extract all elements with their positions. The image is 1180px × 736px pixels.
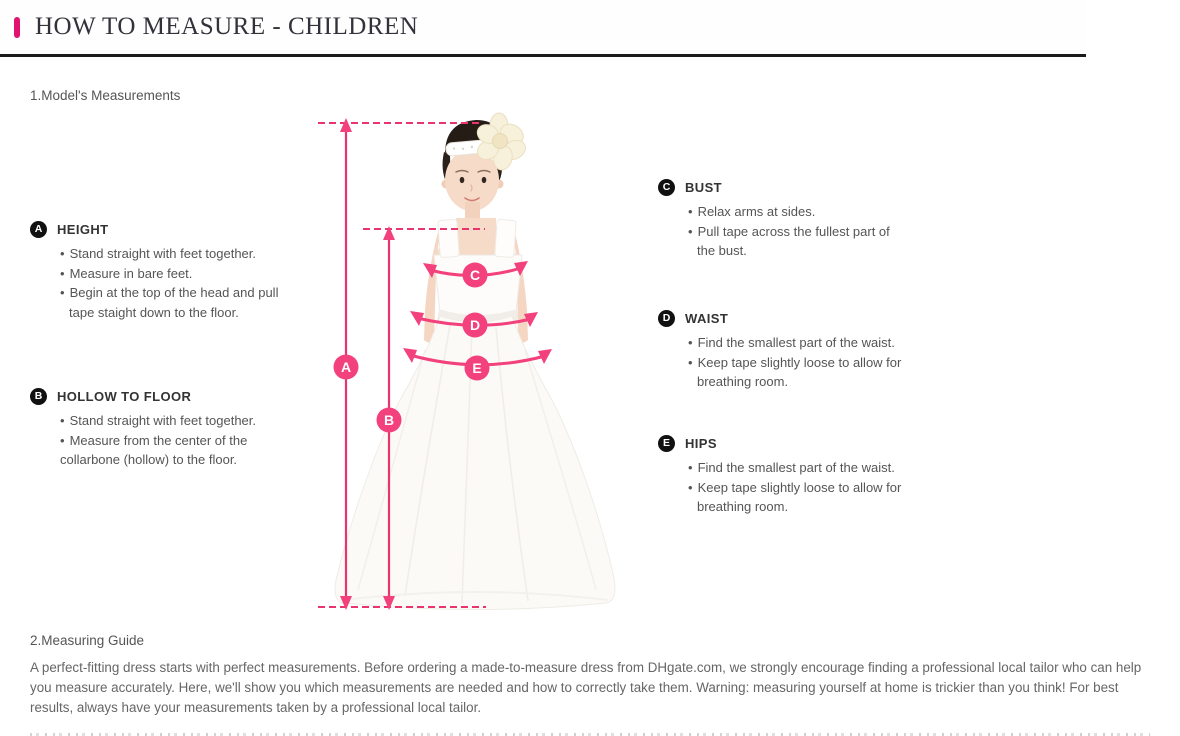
bullet-continuation-line: the bust. (697, 243, 747, 258)
measurement-heading (658, 434, 918, 452)
accent-bar-icon (14, 17, 20, 38)
bullet-line: • Stand straight with feet together. (60, 413, 257, 428)
bullet-continuation-line: collarbone (hollow) to the floor. (60, 452, 238, 467)
bullet-dot-icon: • (60, 432, 65, 448)
measurement-heading (30, 220, 290, 238)
bullet-line: • Begin at the top of the head and pull (60, 285, 279, 300)
bullet-line: • Measure in bare feet. (60, 265, 193, 281)
measurement-diagram (300, 110, 660, 620)
bullet-dot-icon: • (688, 335, 693, 350)
measuring-guide-label: 2.Measuring Guide (30, 633, 145, 648)
letter-badge-d: D (658, 310, 675, 327)
page-header (0, 0, 1086, 57)
measurement-title: BUST (685, 179, 722, 195)
bullet-dot-icon: • (60, 265, 65, 281)
bullet-dot-icon: • (688, 460, 693, 475)
measurement-bullet-list (30, 244, 290, 322)
measurement-block-bust (658, 178, 918, 261)
marker-a-letter: A (340, 359, 352, 375)
bullet-dot-icon: • (60, 285, 65, 300)
measurement-bullet-list (30, 411, 290, 470)
child-model-figure (300, 110, 660, 620)
marker-b-letter: B (383, 412, 395, 428)
bullet-dot-icon: • (688, 354, 693, 370)
measurement-bullet-list (658, 458, 918, 517)
measurement-title: HOLLOW TO FLOOR (57, 388, 192, 404)
marker-d-letter: D (469, 317, 481, 333)
measurement-block-hips (658, 434, 918, 517)
bullet-dot-icon: • (60, 413, 65, 428)
measurement-block-height (30, 220, 290, 322)
measurement-title: HEIGHT (57, 221, 109, 237)
measurement-bullet-list (658, 333, 918, 392)
bullet-line: • Keep tape slightly loose to allow for (688, 479, 902, 495)
letter-badge-c: C (658, 179, 675, 196)
bullet-dot-icon: • (60, 246, 65, 261)
measuring-guide-paragraph: A perfect-fitting dress starts with perfect measurements. Before ordering a made-to-measure dress from DHgate.com, we strongly encourage finding a professional local tailor who can help you measure accurately. Here, we'll show you which measurements are needed and how to correctly take them. Warning: measuring yourself at home is trickier than you think! For best results, always have your measurements taken by a professional local tailor. (30, 660, 1142, 715)
marker-e-letter: E (472, 360, 482, 376)
bullet-continuation-line: tape staight down to the floor. (69, 304, 239, 320)
bullet-line: • Keep tape slightly loose to allow for (688, 354, 902, 370)
page-title: HOW TO MEASURE - CHILDREN (35, 13, 419, 40)
bullet-continuation-line: breathing room. (697, 499, 789, 514)
measurement-bullet-list (658, 202, 918, 261)
letter-badge-a: A (30, 221, 47, 238)
measurement-block-hollow-to-floor (30, 387, 290, 470)
measurement-title: HIPS (685, 435, 717, 451)
model-measurements-label: 1.Model's Measurements (30, 88, 181, 103)
bullet-line: • Find the smallest part of the waist. (688, 460, 895, 475)
bullet-line: • Find the smallest part of the waist. (688, 335, 895, 350)
measurement-heading (658, 178, 918, 196)
bullet-continuation-line: breathing room. (697, 374, 789, 389)
bullet-line: • Pull tape across the fullest part of (688, 223, 890, 239)
bullet-line: • Measure from the center of the (60, 432, 248, 448)
letter-badge-e: E (658, 435, 675, 452)
measurement-title: WAIST (685, 310, 729, 326)
bullet-dot-icon: • (688, 479, 693, 495)
marker-c-letter: C (469, 267, 481, 283)
bullet-line: • Relax arms at sides. (688, 204, 816, 219)
bullet-dot-icon: • (688, 204, 693, 219)
measurement-heading (658, 309, 918, 327)
bullet-line: • Stand straight with feet together. (60, 246, 257, 261)
measurement-heading (30, 387, 290, 405)
bullet-dot-icon: • (688, 223, 693, 239)
measurement-block-waist (658, 309, 918, 392)
letter-badge-b: B (30, 388, 47, 405)
